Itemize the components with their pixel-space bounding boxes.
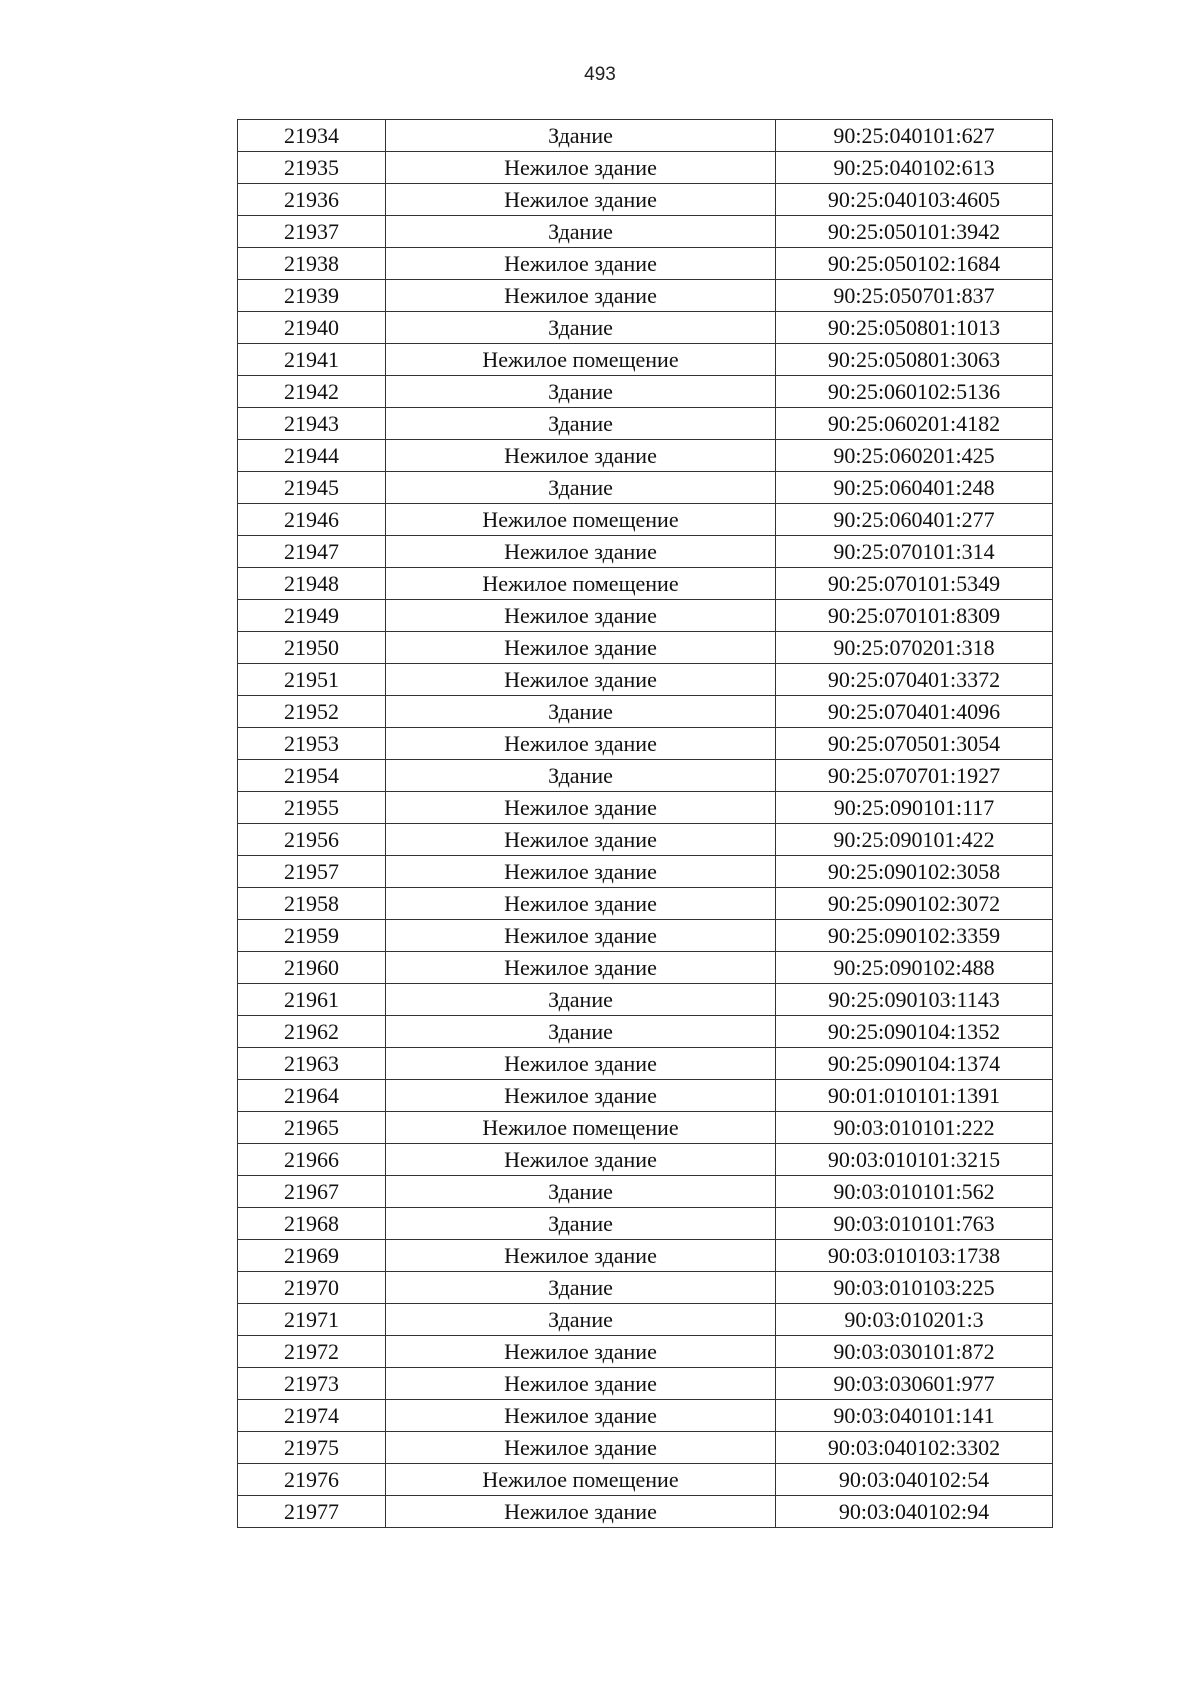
row-number-cell: 21965	[238, 1112, 386, 1144]
object-type-cell: Нежилое здание	[386, 280, 776, 312]
cadastral-number-cell: 90:25:040102:613	[776, 152, 1053, 184]
object-type-cell: Нежилое здание	[386, 1336, 776, 1368]
row-number-cell: 21962	[238, 1016, 386, 1048]
object-type-cell: Здание	[386, 1272, 776, 1304]
table-row	[238, 664, 1053, 696]
object-type-cell: Нежилое здание	[386, 152, 776, 184]
row-number-cell: 21936	[238, 184, 386, 216]
table-row	[238, 1304, 1053, 1336]
object-type-cell: Здание	[386, 312, 776, 344]
object-type-cell: Нежилое здание	[386, 248, 776, 280]
row-number-cell: 21934	[238, 120, 386, 152]
property-table-body	[238, 120, 1053, 1528]
row-number-cell: 21949	[238, 600, 386, 632]
row-number-cell: 21943	[238, 408, 386, 440]
table-row	[238, 248, 1053, 280]
object-type-cell: Нежилое здание	[386, 536, 776, 568]
cadastral-number-cell: 90:25:090103:1143	[776, 984, 1053, 1016]
object-type-cell: Здание	[386, 408, 776, 440]
table-row	[238, 824, 1053, 856]
table-row	[238, 408, 1053, 440]
cadastral-number-cell: 90:03:040101:141	[776, 1400, 1053, 1432]
object-type-cell: Здание	[386, 376, 776, 408]
row-number-cell: 21952	[238, 696, 386, 728]
cadastral-number-cell: 90:25:090104:1352	[776, 1016, 1053, 1048]
row-number-cell: 21946	[238, 504, 386, 536]
table-row	[238, 1496, 1053, 1528]
row-number-cell: 21966	[238, 1144, 386, 1176]
cadastral-number-cell: 90:25:070701:1927	[776, 760, 1053, 792]
object-type-cell: Нежилое здание	[386, 952, 776, 984]
row-number-cell: 21942	[238, 376, 386, 408]
cadastral-number-cell: 90:25:070101:314	[776, 536, 1053, 568]
row-number-cell: 21975	[238, 1432, 386, 1464]
object-type-cell: Нежилое здание	[386, 824, 776, 856]
object-type-cell: Нежилое здание	[386, 440, 776, 472]
object-type-cell: Нежилое здание	[386, 664, 776, 696]
row-number-cell: 21953	[238, 728, 386, 760]
object-type-cell: Нежилое здание	[386, 920, 776, 952]
page-number: 493	[584, 64, 616, 85]
row-number-cell: 21960	[238, 952, 386, 984]
table-row	[238, 184, 1053, 216]
row-number-cell: 21951	[238, 664, 386, 696]
table-row	[238, 1368, 1053, 1400]
row-number-cell: 21976	[238, 1464, 386, 1496]
object-type-cell: Здание	[386, 472, 776, 504]
cadastral-number-cell: 90:25:090102:3058	[776, 856, 1053, 888]
table-row	[238, 440, 1053, 472]
object-type-cell: Нежилое здание	[386, 1400, 776, 1432]
object-type-cell: Нежилое помещение	[386, 344, 776, 376]
row-number-cell: 21967	[238, 1176, 386, 1208]
row-number-cell: 21970	[238, 1272, 386, 1304]
table-row	[238, 1432, 1053, 1464]
row-number-cell: 21977	[238, 1496, 386, 1528]
table-row	[238, 952, 1053, 984]
object-type-cell: Нежилое здание	[386, 792, 776, 824]
cadastral-number-cell: 90:03:010103:1738	[776, 1240, 1053, 1272]
row-number-cell: 21950	[238, 632, 386, 664]
cadastral-number-cell: 90:25:040103:4605	[776, 184, 1053, 216]
cadastral-number-cell: 90:25:050101:3942	[776, 216, 1053, 248]
object-type-cell: Нежилое здание	[386, 1048, 776, 1080]
table-row	[238, 1464, 1053, 1496]
table-row	[238, 856, 1053, 888]
row-number-cell: 21972	[238, 1336, 386, 1368]
row-number-cell: 21958	[238, 888, 386, 920]
cadastral-number-cell: 90:03:010101:3215	[776, 1144, 1053, 1176]
object-type-cell: Нежилое здание	[386, 888, 776, 920]
object-type-cell: Нежилое здание	[386, 856, 776, 888]
cadastral-number-cell: 90:03:010101:763	[776, 1208, 1053, 1240]
row-number-cell: 21959	[238, 920, 386, 952]
cadastral-number-cell: 90:25:090104:1374	[776, 1048, 1053, 1080]
row-number-cell: 21947	[238, 536, 386, 568]
table-row	[238, 312, 1053, 344]
cadastral-number-cell: 90:25:050102:1684	[776, 248, 1053, 280]
table-row	[238, 1336, 1053, 1368]
table-row	[238, 1144, 1053, 1176]
row-number-cell: 21937	[238, 216, 386, 248]
table-row	[238, 728, 1053, 760]
cadastral-number-cell: 90:03:040102:54	[776, 1464, 1053, 1496]
table-row	[238, 632, 1053, 664]
row-number-cell: 21941	[238, 344, 386, 376]
table-row	[238, 1112, 1053, 1144]
object-type-cell: Здание	[386, 120, 776, 152]
object-type-cell: Нежилое помещение	[386, 1112, 776, 1144]
table-row	[238, 600, 1053, 632]
cadastral-number-cell: 90:25:090102:3359	[776, 920, 1053, 952]
cadastral-number-cell: 90:03:010101:562	[776, 1176, 1053, 1208]
table-row	[238, 152, 1053, 184]
cadastral-number-cell: 90:25:070401:3372	[776, 664, 1053, 696]
row-number-cell: 21945	[238, 472, 386, 504]
cadastral-number-cell: 90:25:090101:422	[776, 824, 1053, 856]
cadastral-number-cell: 90:25:060401:277	[776, 504, 1053, 536]
table-row	[238, 504, 1053, 536]
cadastral-number-cell: 90:25:070101:5349	[776, 568, 1053, 600]
row-number-cell: 21968	[238, 1208, 386, 1240]
object-type-cell: Нежилое здание	[386, 1496, 776, 1528]
cadastral-number-cell: 90:25:050801:3063	[776, 344, 1053, 376]
cadastral-number-cell: 90:25:060201:4182	[776, 408, 1053, 440]
cadastral-number-cell: 90:25:090101:117	[776, 792, 1053, 824]
object-type-cell: Нежилое здание	[386, 184, 776, 216]
cadastral-number-cell: 90:25:070401:4096	[776, 696, 1053, 728]
cadastral-number-cell: 90:25:050801:1013	[776, 312, 1053, 344]
object-type-cell: Здание	[386, 984, 776, 1016]
row-number-cell: 21944	[238, 440, 386, 472]
cadastral-number-cell: 90:25:050701:837	[776, 280, 1053, 312]
object-type-cell: Нежилое здание	[386, 1240, 776, 1272]
table-row	[238, 920, 1053, 952]
cadastral-number-cell: 90:03:040102:94	[776, 1496, 1053, 1528]
row-number-cell: 21955	[238, 792, 386, 824]
cadastral-number-cell: 90:01:010101:1391	[776, 1080, 1053, 1112]
row-number-cell: 21969	[238, 1240, 386, 1272]
table-row	[238, 472, 1053, 504]
table-row	[238, 120, 1053, 152]
row-number-cell: 21948	[238, 568, 386, 600]
table-row	[238, 280, 1053, 312]
table-row	[238, 760, 1053, 792]
cadastral-number-cell: 90:03:040102:3302	[776, 1432, 1053, 1464]
table-row	[238, 536, 1053, 568]
object-type-cell: Здание	[386, 216, 776, 248]
table-row	[238, 1272, 1053, 1304]
table-row	[238, 1048, 1053, 1080]
table-row	[238, 216, 1053, 248]
row-number-cell: 21956	[238, 824, 386, 856]
object-type-cell: Нежилое здание	[386, 1080, 776, 1112]
table-row	[238, 376, 1053, 408]
table-row	[238, 1400, 1053, 1432]
cadastral-number-cell: 90:25:060102:5136	[776, 376, 1053, 408]
cadastral-number-cell: 90:03:030601:977	[776, 1368, 1053, 1400]
object-type-cell: Нежилое помещение	[386, 504, 776, 536]
object-type-cell: Нежилое здание	[386, 1432, 776, 1464]
object-type-cell: Нежилое здание	[386, 1368, 776, 1400]
table-row	[238, 792, 1053, 824]
property-table	[237, 119, 1053, 1528]
cadastral-number-cell: 90:03:010101:222	[776, 1112, 1053, 1144]
object-type-cell: Здание	[386, 760, 776, 792]
cadastral-number-cell: 90:25:070101:8309	[776, 600, 1053, 632]
table-row	[238, 1176, 1053, 1208]
table-row	[238, 1208, 1053, 1240]
cadastral-number-cell: 90:25:090102:488	[776, 952, 1053, 984]
row-number-cell: 21973	[238, 1368, 386, 1400]
object-type-cell: Здание	[386, 1208, 776, 1240]
cadastral-number-cell: 90:03:030101:872	[776, 1336, 1053, 1368]
table-row	[238, 696, 1053, 728]
row-number-cell: 21964	[238, 1080, 386, 1112]
row-number-cell: 21971	[238, 1304, 386, 1336]
row-number-cell: 21939	[238, 280, 386, 312]
table-row	[238, 1016, 1053, 1048]
object-type-cell: Нежилое здание	[386, 1144, 776, 1176]
row-number-cell: 21938	[238, 248, 386, 280]
cadastral-number-cell: 90:03:010201:3	[776, 1304, 1053, 1336]
object-type-cell: Здание	[386, 1176, 776, 1208]
object-type-cell: Нежилое здание	[386, 728, 776, 760]
object-type-cell: Нежилое помещение	[386, 1464, 776, 1496]
cadastral-number-cell: 90:25:060201:425	[776, 440, 1053, 472]
row-number-cell: 21940	[238, 312, 386, 344]
object-type-cell: Нежилое здание	[386, 600, 776, 632]
row-number-cell: 21935	[238, 152, 386, 184]
cadastral-number-cell: 90:03:010103:225	[776, 1272, 1053, 1304]
object-type-cell: Нежилое помещение	[386, 568, 776, 600]
table-row	[238, 344, 1053, 376]
table-row	[238, 1080, 1053, 1112]
row-number-cell: 21954	[238, 760, 386, 792]
object-type-cell: Нежилое здание	[386, 632, 776, 664]
table-row	[238, 568, 1053, 600]
cadastral-number-cell: 90:25:040101:627	[776, 120, 1053, 152]
row-number-cell: 21957	[238, 856, 386, 888]
object-type-cell: Здание	[386, 1304, 776, 1336]
cadastral-number-cell: 90:25:070501:3054	[776, 728, 1053, 760]
object-type-cell: Здание	[386, 696, 776, 728]
cadastral-number-cell: 90:25:070201:318	[776, 632, 1053, 664]
row-number-cell: 21963	[238, 1048, 386, 1080]
table-row	[238, 984, 1053, 1016]
table-row	[238, 1240, 1053, 1272]
object-type-cell: Здание	[386, 1016, 776, 1048]
row-number-cell: 21961	[238, 984, 386, 1016]
cadastral-number-cell: 90:25:090102:3072	[776, 888, 1053, 920]
cadastral-number-cell: 90:25:060401:248	[776, 472, 1053, 504]
table-row	[238, 888, 1053, 920]
row-number-cell: 21974	[238, 1400, 386, 1432]
